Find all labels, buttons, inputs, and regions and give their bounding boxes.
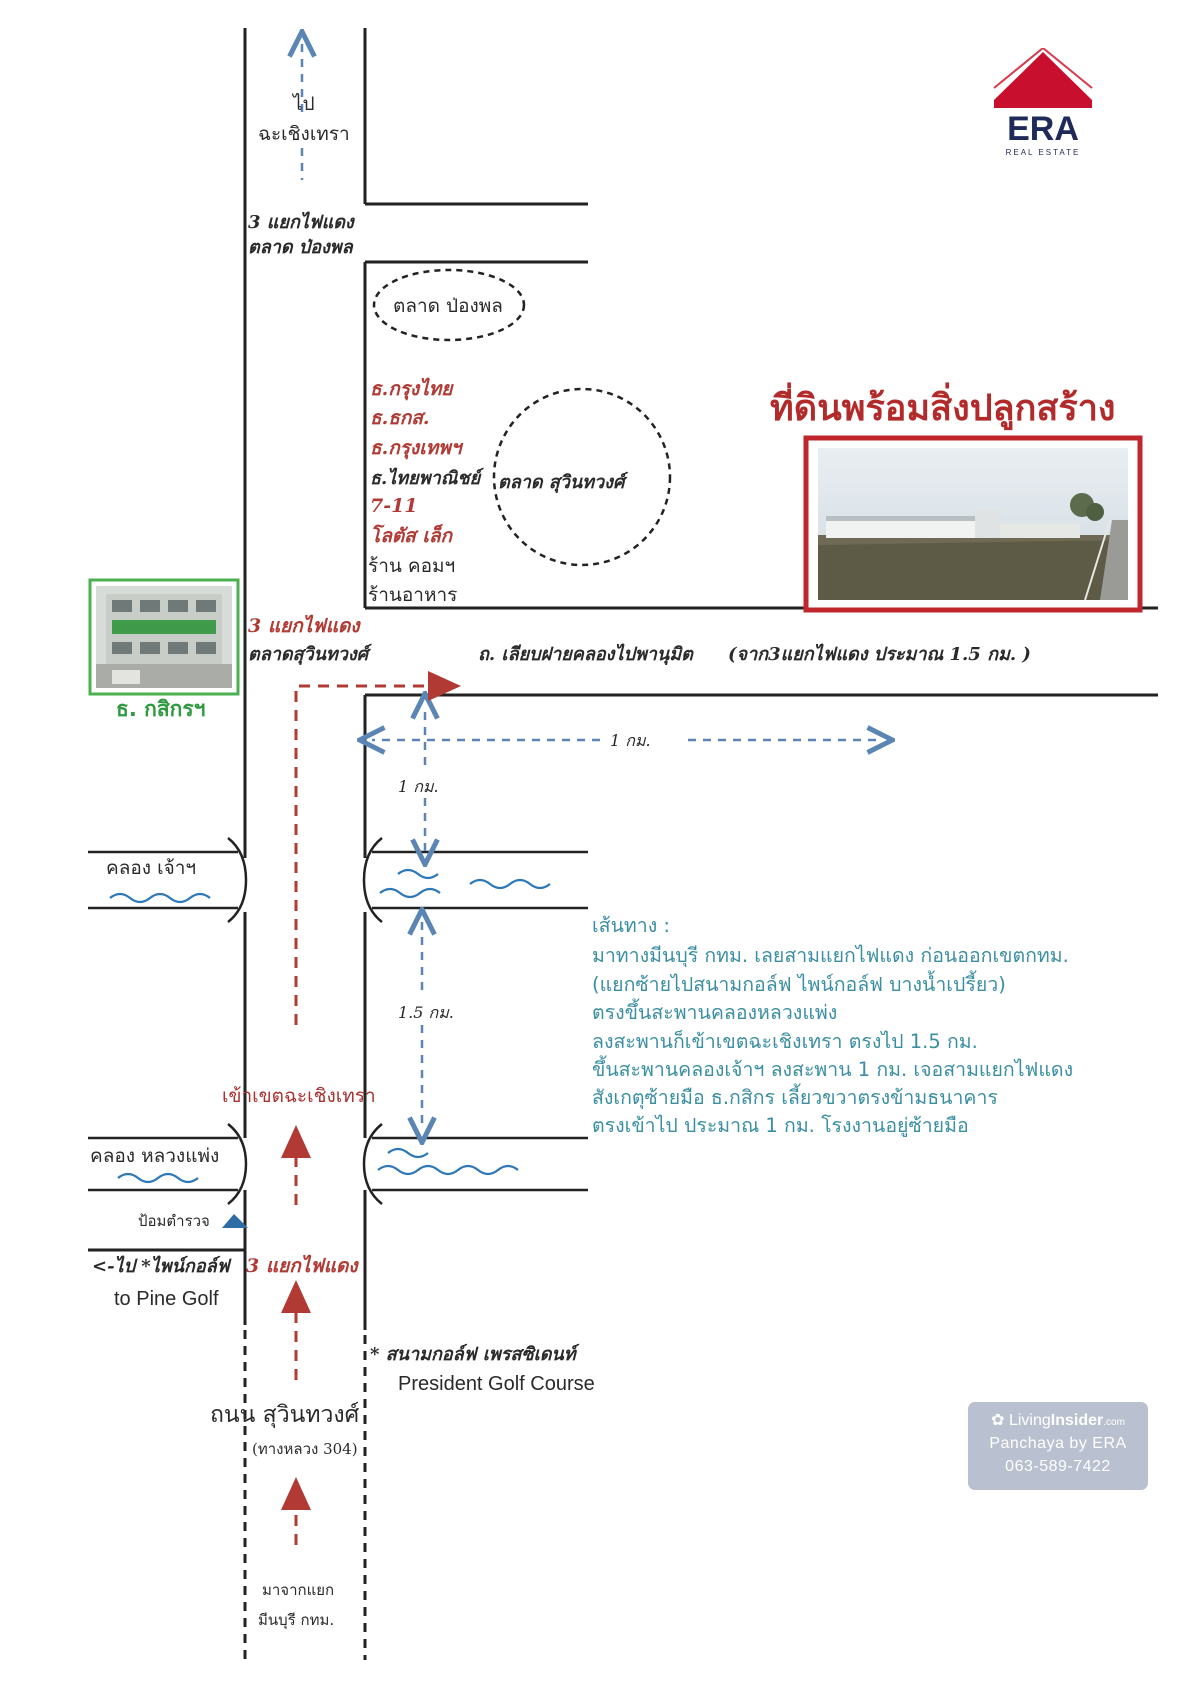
route-line-5: สังเกตุซ้ายมือ ธ.กสิกร เลี้ยวขวาตรงข้ามธนาคาร: [592, 1086, 998, 1109]
property-photo: [806, 438, 1140, 610]
place-3: ธ.ไทยพาณิชย์: [370, 468, 481, 489]
intersection-top-line1: 3 แยกไฟแดง: [248, 212, 354, 233]
bottom-origin-line1: มาจากแยก: [262, 1581, 335, 1599]
route-line-4: ขึ้นสะพานคลองเจ้าฯ ลงสะพาน 1 กม. เจอสามแยกไฟแดง: [592, 1058, 1074, 1081]
watermark-name: Panchaya by ERA: [989, 1435, 1127, 1452]
canal-luang-label: คลอง หลวงแพ่ง: [90, 1145, 220, 1167]
page-title: ที่ดินพร้อมสิ่งปลูกสร้าง: [770, 388, 1116, 429]
canal-chao: [88, 838, 588, 922]
side-road-note: (จาก3แยกไฟแดง ประมาณ 1.5 กม. ): [728, 644, 1031, 665]
place-0: ธ.กรุงไทย: [370, 378, 453, 400]
place-5: โลตัส เล็ก: [370, 525, 453, 547]
police-box-label: ป้อมตำรวจ: [138, 1212, 210, 1230]
leaf-icon: ✿: [991, 1412, 1005, 1429]
bottom-origin-line2: มีนบุรี กทม.: [258, 1611, 335, 1629]
distance-vertical-top: 1 กม.: [398, 777, 439, 796]
market-suwinthawong-label: ตลาด สุวินทวงศ์: [498, 472, 625, 493]
intersection-bottom-label: 3 แยกไฟแดง: [246, 1255, 358, 1277]
intersection-top-line2: ตลาด ป่องพล: [248, 237, 353, 258]
route-line-2: ตรงขึ้นสะพานคลองหลวงแพ่ง: [592, 1001, 838, 1024]
main-road-number: (ทางหลวง 304): [252, 1440, 358, 1458]
place-2: ธ.กรุงเทพฯ: [370, 437, 462, 459]
era-logo-brand: ERA: [1007, 110, 1079, 148]
watermark-brand-suffix: .com: [1103, 1417, 1125, 1428]
president-golf-thai: * สนามกอล์ฟ เพรสซิเดนท์: [370, 1344, 576, 1365]
pine-golf-eng: to Pine Golf: [114, 1288, 219, 1310]
route-line-0: มาทางมีนบุรี กทม. เลยสามแยกไฟแดง ก่อนออกเขตกทม.: [592, 944, 1069, 967]
market-pongphon-label: ตลาด ป่องพล: [393, 295, 503, 317]
top-direction-line1: ไป: [293, 93, 315, 115]
pine-golf-thai: <-ไป *ไพน์กอล์ฟ: [92, 1256, 230, 1277]
place-6: ร้าน คอมฯ: [368, 555, 456, 577]
era-logo: [988, 48, 1098, 158]
watermark-phone: 063-589-7422: [1005, 1458, 1111, 1475]
kasikorn-building-photo: [90, 580, 238, 694]
era-logo-sub: REAL ESTATE: [1005, 148, 1081, 157]
intersection-mid-line2: ตลาดสุวินทวงศ์: [248, 644, 369, 665]
place-7: ร้านอาหาร: [368, 584, 458, 606]
route-line-1: (แยกซ้ายไปสนามกอล์ฟ ไพน์กอล์ฟ บางน้ำเปรี้ยว): [592, 973, 1006, 996]
top-direction-line2: ฉะเชิงเทรา: [258, 123, 350, 145]
side-road-label: ถ. เลียบฝายคลองไปพานุมิต: [478, 644, 693, 665]
kasikorn-label: ธ. กสิกรฯ: [116, 697, 206, 721]
watermark-badge: [968, 1402, 1148, 1490]
route-heading: เส้นทาง :: [592, 914, 670, 937]
president-golf-eng: President Golf Course: [398, 1373, 595, 1395]
route-line-6: ตรงเข้าไป ประมาณ 1 กม. โรงงานอยู่ซ้ายมือ: [592, 1114, 969, 1137]
intersection-mid-line1: 3 แยกไฟแดง: [248, 615, 360, 637]
place-4: 7-11: [370, 495, 418, 517]
route-description: [592, 914, 1073, 1138]
distance-horizontal: 1 กม.: [610, 731, 651, 750]
watermark-brand: [968, 1410, 1148, 1430]
place-1: ธ.ธกส.: [370, 407, 430, 429]
canal-chao-label: คลอง เจ้าฯ: [106, 857, 197, 879]
watermark-brand-light: Living: [1008, 1412, 1051, 1429]
distance-vertical-mid: 1.5 กม.: [398, 1003, 454, 1022]
watermark-brand-bold: Insider: [1050, 1412, 1104, 1429]
main-road-name: ถนน สุวินทวงศ์: [210, 1402, 360, 1428]
enter-zone-label: เข้าเขตฉะเชิงเทรา: [222, 1085, 376, 1107]
route-line-3: ลงสะพานก็เข้าเขตฉะเชิงเทรา ตรงไป 1.5 กม.: [592, 1030, 978, 1053]
